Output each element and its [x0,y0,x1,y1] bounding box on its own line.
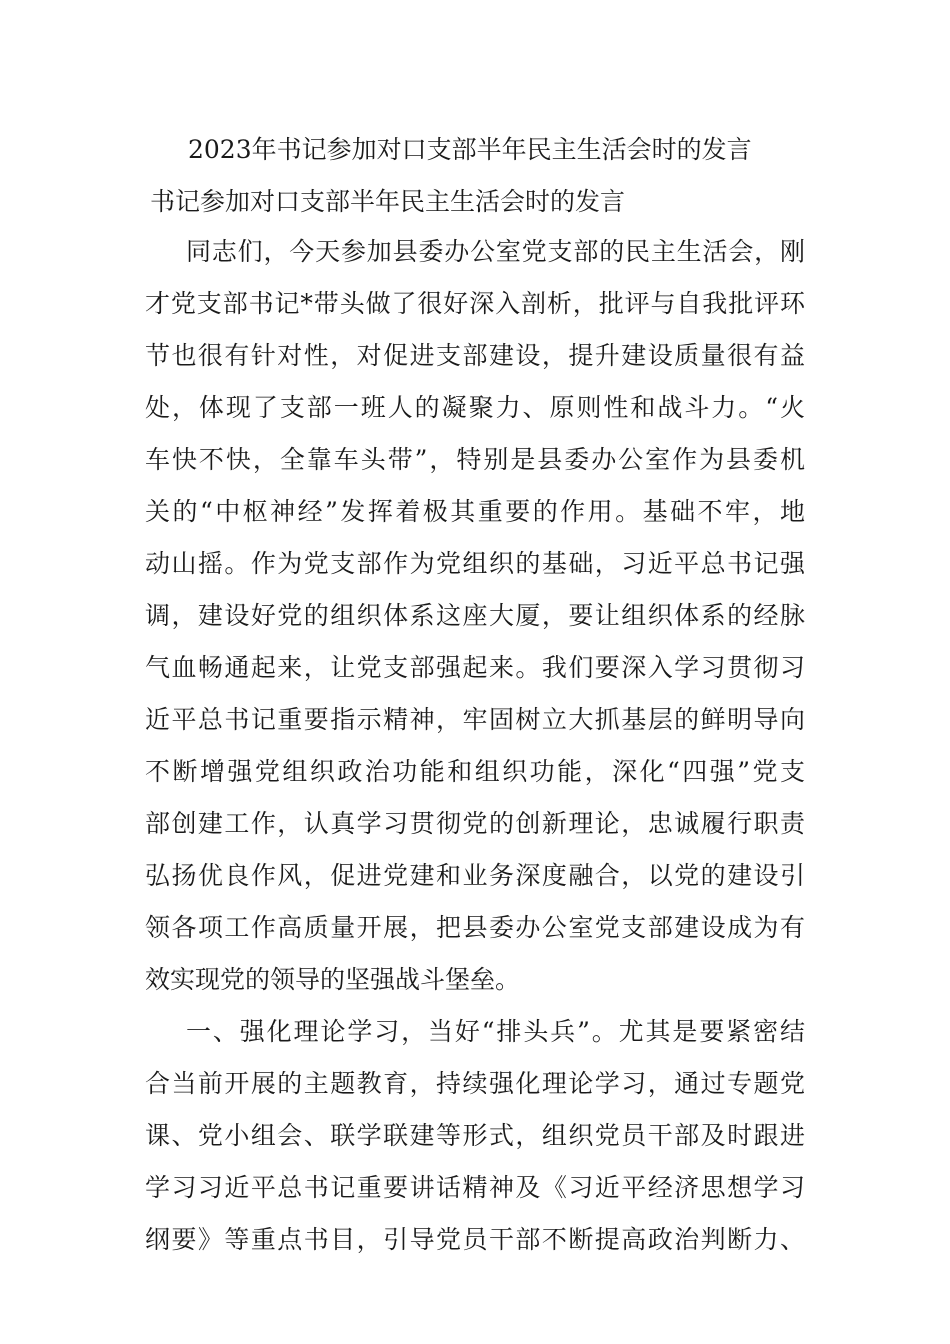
paragraph-line: 调，建设好党的组织体系这座大厦，要让组织体系的经脉 [145,601,805,630]
paragraph-line: 领各项工作高质量开展，把县委办公室党支部建设成为有 [145,913,805,942]
paragraph-line: 处，体现了支部一班人的凝聚力、原则性和战斗力。“火 [145,393,805,422]
paragraph-line: 一、强化理论学习，当好“排头兵”。尤其是要紧密结 [186,1017,805,1046]
paragraph-line: 合当前开展的主题教育，持续强化理论学习，通过专题党 [145,1069,805,1098]
paragraph-line: 车快不快，全靠车头带”，特别是县委办公室作为县委机 [145,445,805,474]
paragraph-line: 弘扬优良作风，促进党建和业务深度融合，以党的建设引 [145,861,805,890]
paragraph-line: 才党支部书记*带头做了很好深入剖析，批评与自我批评环 [145,289,805,318]
paragraph-line: 同志们，今天参加县委办公室党支部的民主生活会，刚 [186,237,805,266]
document-subtitle: 书记参加对口支部半年民主生活会时的发言 [150,187,626,216]
paragraph-line: 气血畅通起来，让党支部强起来。我们要深入学习贯彻习 [145,653,805,682]
paragraph-line: 课、党小组会、联学联建等形式，组织党员干部及时跟进 [145,1121,805,1150]
paragraph-line: 节也很有针对性，对促进支部建设，提升建设质量很有益 [145,341,805,370]
paragraph-line: 近平总书记重要指示精神，牢固树立大抓基层的鲜明导向 [145,705,805,734]
document-title: 2023年书记参加对口支部半年民主生活会时的发言 [188,135,752,164]
paragraph-line: 不断增强党组织政治功能和组织功能，深化“四强”党支 [145,757,805,786]
paragraph-line: 学习习近平总书记重要讲话精神及《习近平经济思想学习 [145,1173,805,1202]
paragraph-line: 动山摇。作为党支部作为党组织的基础，习近平总书记强 [145,549,805,578]
paragraph-line: 关的“中枢神经”发挥着极其重要的作用。基础不牢，地 [145,497,805,526]
paragraph-line: 部创建工作，认真学习贯彻党的创新理论，忠诚履行职责 [145,809,805,838]
paragraph-line: 纲要》等重点书目，引导党员干部不断提高政治判断力、 [145,1225,805,1254]
paragraph-line: 效实现党的领导的坚强战斗堡垒。 [145,965,521,994]
